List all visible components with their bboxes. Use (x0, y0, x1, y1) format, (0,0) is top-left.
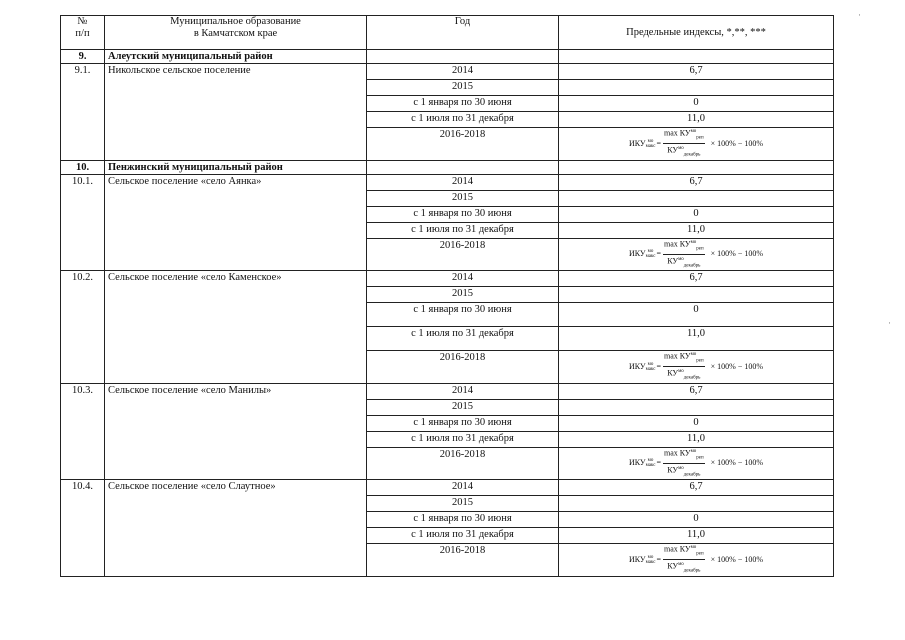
year-cell: с 1 июля по 31 декабря (367, 112, 559, 128)
formula-tail: × 100% − 100% (710, 249, 764, 259)
formula-lhs-sup: мо (647, 249, 654, 255)
index-value-cell: 11,0 (559, 112, 834, 128)
index-formula-cell (559, 351, 834, 384)
formula-denominator (667, 560, 700, 575)
formula-den-sup: мо (678, 146, 684, 152)
formula-denominator (667, 464, 700, 479)
formula-lhs: ИКУ (628, 554, 646, 564)
section-empty-index (559, 50, 834, 64)
formula-num-sup: мо (690, 448, 697, 454)
header-num (61, 16, 105, 50)
index-value-cell: 6,7 (559, 271, 834, 287)
table-row (61, 383, 834, 399)
formula-lhs-sup: мо (647, 554, 654, 560)
table-row (61, 480, 834, 496)
formula-lhs-sub: макс (645, 366, 656, 372)
section-name: Алеутский муниципальный район (105, 50, 367, 64)
formula-den-sup: мо (678, 562, 684, 568)
formula-den-sup: мо (678, 256, 684, 262)
index-value-cell (559, 496, 834, 512)
formula-numerator (663, 544, 705, 560)
index-value-cell: 11,0 (559, 431, 834, 447)
formula-lhs-sub: макс (645, 143, 656, 149)
scan-mark-right: · (888, 318, 891, 328)
formula-lhs-sub: макс (645, 463, 656, 469)
formula-eq: = (656, 458, 661, 468)
formula-num-sup: мо (690, 352, 697, 357)
formula-den-text: КУ (667, 256, 679, 266)
header-municipality (105, 16, 367, 50)
formula-lhs-sup: мо (647, 361, 654, 367)
index-value-cell (559, 399, 834, 415)
section-num: 9. (61, 50, 105, 64)
section-empty-year (367, 160, 559, 174)
scan-mark-top-right: · (858, 10, 861, 20)
year-cell: с 1 января по 30 июня (367, 415, 559, 431)
formula-den-text: КУ (667, 145, 679, 155)
year-cell: с 1 июля по 31 декабря (367, 431, 559, 447)
index-value-cell (559, 287, 834, 303)
formula-fraction (663, 544, 705, 576)
section-row (61, 50, 834, 64)
index-value-cell: 11,0 (559, 222, 834, 238)
index-value-cell: 0 (559, 415, 834, 431)
index-formula-cell (559, 447, 834, 480)
formula-lhs: ИКУ (628, 361, 646, 371)
index-formula (629, 351, 763, 383)
formula-lhs-sub: макс (645, 559, 656, 565)
item-municipality: Сельское поселение «село Каменское» (105, 271, 367, 384)
formula-lhs-sup: мо (647, 458, 654, 464)
formula-num-text: max КУ (663, 544, 691, 554)
year-cell: 2015 (367, 399, 559, 415)
formula-den-sup: мо (678, 369, 684, 375)
year-cell: с 1 января по 30 июня (367, 512, 559, 528)
header-year: Год (367, 16, 559, 50)
formula-num-text: max КУ (663, 239, 691, 249)
year-cell: 2014 (367, 64, 559, 80)
year-cell: 2014 (367, 480, 559, 496)
formula-fraction (663, 448, 705, 480)
index-formula (629, 544, 763, 576)
year-cell: с 1 января по 30 июня (367, 96, 559, 112)
table-body (61, 50, 834, 577)
year-cell: 2015 (367, 287, 559, 303)
section-num: 10. (61, 160, 105, 174)
table-row (61, 64, 834, 80)
formula-num-sub: реп (696, 454, 704, 460)
index-value-cell: 0 (559, 303, 834, 327)
formula-denominator (667, 255, 700, 270)
year-cell: 2016-2018 (367, 238, 559, 271)
item-num: 10.1. (61, 174, 105, 271)
formula-eq: = (656, 554, 661, 564)
formula-lhs: ИКУ (628, 249, 646, 259)
table-header-row (61, 16, 834, 50)
formula-den-text: КУ (667, 561, 679, 571)
year-cell: 2014 (367, 383, 559, 399)
index-value-cell (559, 190, 834, 206)
formula-lhs-indices (646, 139, 656, 149)
index-formula-cell (559, 544, 834, 577)
limit-indices-table (60, 15, 834, 577)
formula-numerator (663, 448, 705, 464)
formula-den-text: КУ (667, 465, 679, 475)
formula-num-sup: мо (690, 545, 697, 550)
formula-lhs-sub: макс (645, 254, 656, 260)
section-name: Пенжинский муниципальный район (105, 160, 367, 174)
formula-num-sub: реп (696, 551, 704, 557)
formula-tail: × 100% − 100% (710, 361, 764, 371)
formula-fraction (663, 239, 705, 271)
table-row (61, 271, 834, 287)
formula-den-text: КУ (667, 368, 679, 378)
index-value-cell: 6,7 (559, 174, 834, 190)
formula-den-sub: декабрь (683, 152, 701, 158)
formula-lhs-indices (646, 362, 656, 372)
item-num: 10.2. (61, 271, 105, 384)
formula-num-text: max КУ (663, 128, 691, 138)
formula-num-text: max КУ (663, 351, 691, 361)
year-cell: 2015 (367, 80, 559, 96)
formula-den-sup: мо (678, 465, 684, 471)
formula-eq: = (656, 361, 661, 371)
index-value-cell: 6,7 (559, 64, 834, 80)
item-municipality: Никольское сельское поселение (105, 64, 367, 161)
year-cell: 2015 (367, 190, 559, 206)
item-municipality: Сельское поселение «село Слаутное» (105, 480, 367, 577)
formula-num-sup: мо (690, 129, 697, 134)
formula-lhs-indices (646, 458, 656, 468)
formula-lhs: ИКУ (628, 458, 646, 468)
index-formula-cell (559, 128, 834, 161)
header-index: Предельные индексы, *,**, *** (559, 16, 834, 50)
formula-num-text: max КУ (663, 448, 691, 458)
index-value-cell (559, 80, 834, 96)
table-row (61, 174, 834, 190)
index-value-cell: 11,0 (559, 327, 834, 351)
formula-num-sup: мо (690, 239, 697, 245)
index-value-cell: 6,7 (559, 480, 834, 496)
formula-lhs: ИКУ (628, 138, 646, 148)
formula-lhs-indices (646, 555, 656, 565)
formula-num-sub: реп (696, 245, 704, 251)
item-num: 9.1. (61, 64, 105, 161)
item-municipality: Сельское поселение «село Манилы» (105, 383, 367, 480)
year-cell: 2014 (367, 271, 559, 287)
section-row (61, 160, 834, 174)
year-cell: 2016-2018 (367, 128, 559, 161)
index-formula (629, 448, 763, 480)
formula-eq: = (656, 249, 661, 259)
formula-denominator (667, 367, 700, 382)
formula-numerator (663, 128, 705, 144)
index-value-cell: 11,0 (559, 528, 834, 544)
year-cell: с 1 июля по 31 декабря (367, 222, 559, 238)
year-cell: с 1 июля по 31 декабря (367, 528, 559, 544)
year-cell: 2016-2018 (367, 544, 559, 577)
index-formula-cell (559, 238, 834, 271)
formula-fraction (663, 128, 705, 160)
formula-num-sub: реп (696, 358, 704, 364)
index-formula (629, 128, 763, 160)
index-value-cell: 0 (559, 96, 834, 112)
year-cell: с 1 января по 30 июня (367, 206, 559, 222)
formula-den-sub: декабрь (683, 263, 701, 268)
formula-tail: × 100% − 100% (710, 458, 764, 468)
section-empty-year (367, 50, 559, 64)
formula-fraction (663, 351, 705, 383)
formula-den-sub: декабрь (683, 472, 701, 477)
formula-tail: × 100% − 100% (710, 138, 764, 148)
year-cell: 2015 (367, 496, 559, 512)
item-municipality: Сельское поселение «село Аянка» (105, 174, 367, 271)
index-value-cell: 0 (559, 206, 834, 222)
index-value-cell: 6,7 (559, 383, 834, 399)
formula-num-sub: реп (696, 135, 704, 141)
item-num: 10.3. (61, 383, 105, 480)
header-mun-line2: в Камчатском крае (193, 28, 278, 39)
formula-tail: × 100% − 100% (710, 554, 764, 564)
year-cell: 2014 (367, 174, 559, 190)
year-cell: с 1 июля по 31 декабря (367, 327, 559, 351)
year-cell: 2016-2018 (367, 351, 559, 384)
header-num-line1: № (77, 16, 88, 27)
header-mun-line1: Муниципальное образование (170, 16, 301, 27)
formula-lhs-indices (646, 249, 656, 259)
index-value-cell: 0 (559, 512, 834, 528)
formula-denominator (667, 144, 700, 159)
header-num-line2: п/п (75, 28, 90, 39)
formula-den-sub: декабрь (683, 568, 701, 574)
formula-den-sub: декабрь (683, 375, 701, 381)
section-empty-index (559, 160, 834, 174)
formula-eq: = (656, 138, 661, 148)
index-formula (629, 239, 763, 271)
formula-numerator (663, 351, 705, 367)
formula-numerator (663, 239, 705, 255)
formula-lhs-sup: мо (647, 138, 654, 144)
year-cell: с 1 января по 30 июня (367, 303, 559, 327)
item-num: 10.4. (61, 480, 105, 577)
year-cell: 2016-2018 (367, 447, 559, 480)
